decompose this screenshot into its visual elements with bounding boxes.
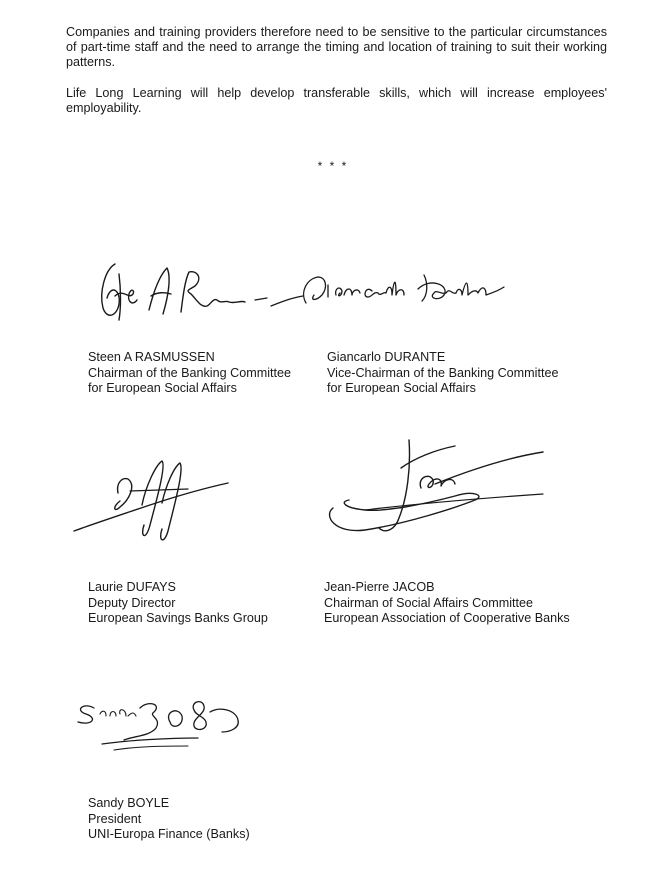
signature-dufays [70,455,240,550]
signature-boyle [70,688,250,758]
signatory-organisation: UNI-Europa Finance (Banks) [88,827,250,841]
signatory-block [327,350,558,397]
signatory-block [88,350,291,397]
signatory-organisation: for European Social Affairs [327,381,476,395]
signatory-role: President [88,811,142,826]
signatory-block [324,580,570,627]
signatory-organisation: European Association of Cooperative Banks [324,611,570,625]
signatory-name: Steen A RASMUSSEN [88,350,215,364]
signatory-role: Chairman of the Banking Committee [88,365,291,380]
signature-durante [300,265,520,315]
signature-rasmussen [85,250,315,330]
signatory-name: Laurie DUFAYS [88,580,176,594]
signatory-block [88,580,268,627]
signatory-block [88,796,250,843]
signatory-role: Chairman of Social Affairs Committee [324,595,534,610]
signatory-name: Jean-Pierre JACOB [324,580,435,594]
section-separator: * * * [317,159,349,173]
signatory-organisation: European Savings Banks Group [88,611,268,625]
signatory-role: Vice-Chairman of the Banking Committee [327,365,559,380]
signature-jacob [325,438,555,548]
signatory-name: Sandy BOYLE [88,796,170,810]
signatory-role: Deputy Director [88,595,176,610]
signatory-organisation: for European Social Affairs [88,381,237,395]
body-paragraph: Companies and training providers therefore need to be sensitive to the particular circumstances of part-time staff and the need to arrange the timing and location of training to suit their working patterns. [66,25,607,69]
signatory-name: Giancarlo DURANTE [327,350,446,364]
body-paragraph: Life Long Learning will help develop transferable skills, which will increase employees' employability. [66,86,607,115]
